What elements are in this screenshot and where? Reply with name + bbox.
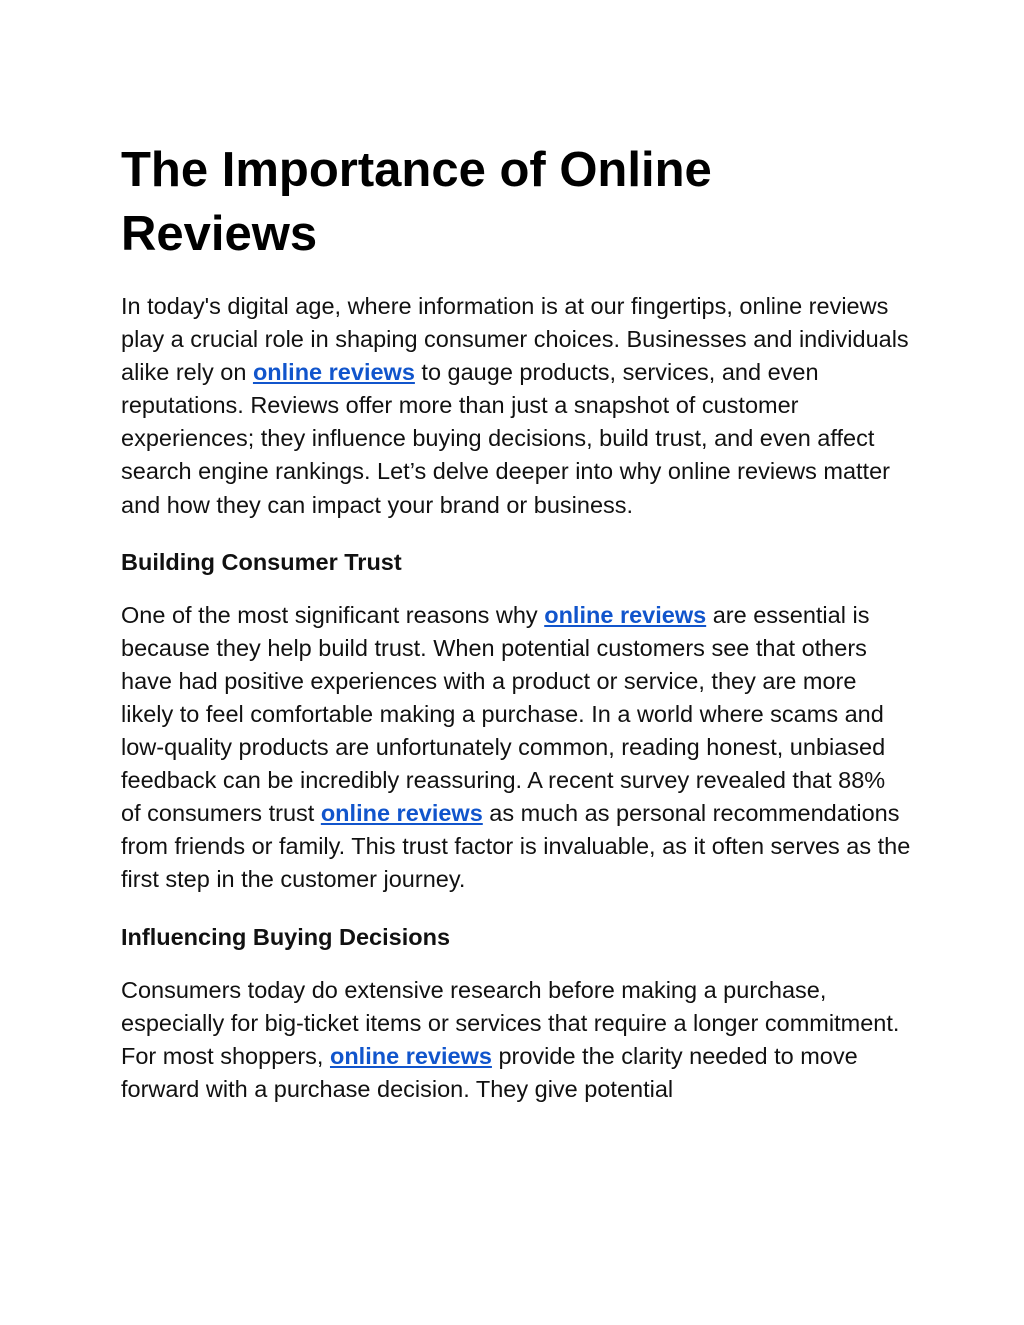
online-reviews-link-1[interactable]: online reviews — [252, 359, 415, 386]
intro-text-1: In today's digital age, where information is at our fingertips, online reviews play a crucial role in shaping consumer choices. Businesses and individuals alike rely on — [121, 293, 909, 386]
trust-text-3: as much as personal recommendations from friends or family. This trust factor is invaluable, as it often serves as the first step in the customer journey. — [121, 800, 911, 893]
document-page — [121, 138, 911, 1106]
intro-text-2: to gauge products, services, and even reputations. Reviews offer more than just a snapshot of customer experiences; they influence buying decisions, build trust, and even affect search engine rankings. Let’s delve deeper into why online reviews matter and how they can impact your brand or business. — [121, 359, 890, 518]
section-heading-trust: Building Consumer Trust — [121, 548, 402, 575]
trust-paragraph — [121, 599, 911, 897]
intro-paragraph — [121, 290, 911, 522]
online-reviews-link-3[interactable]: online reviews — [320, 800, 483, 827]
online-reviews-link-2[interactable]: online reviews — [544, 601, 707, 628]
buying-text-1: Consumers today do extensive research before making a purchase, especially for big-ticket items or services that require a longer commitment. For most shoppers, — [121, 976, 900, 1069]
page-title: The Importance of Online Reviews — [121, 143, 712, 261]
buying-text-2: provide the clarity needed to move forward with a purchase decision. They give potential — [121, 1042, 858, 1102]
section-heading-buying: Influencing Buying Decisions — [121, 923, 451, 950]
buying-paragraph — [121, 974, 911, 1106]
trust-text-1: One of the most significant reasons why — [121, 601, 545, 628]
online-reviews-link-4[interactable]: online reviews — [329, 1042, 492, 1069]
trust-text-2: are essential is because they help build trust. When potential customers see that others have had positive experiences with a product or service, they are more likely to feel comfortable making a purchase. In a world where scams and low-quality products are unfortunately common, reading honest, unbiased feedback can be incredibly reassuring. A recent survey revealed that 88% of consumers trust — [121, 601, 886, 827]
